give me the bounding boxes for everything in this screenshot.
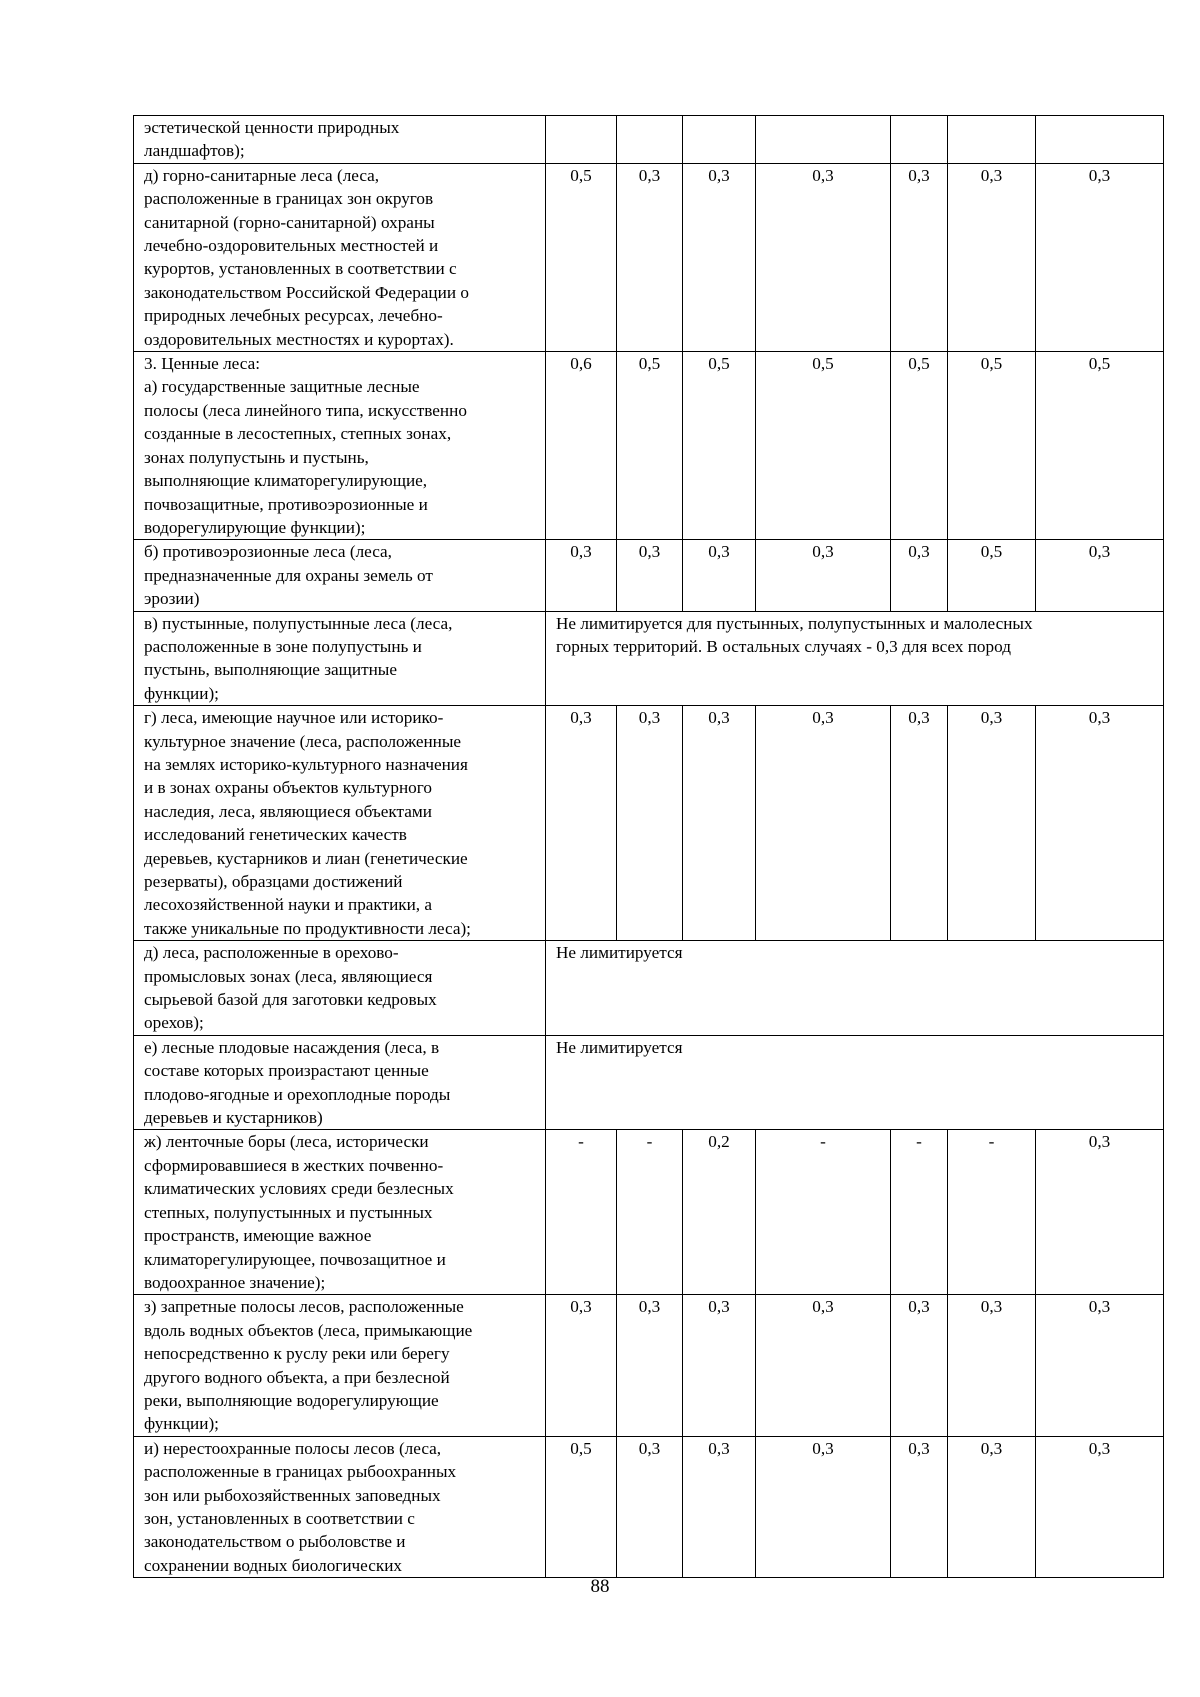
description-line: на землях историко-культурного назначения <box>144 754 468 774</box>
value-cell: 0,5 <box>546 163 617 351</box>
value-cell: - <box>948 1130 1036 1295</box>
description-line: расположенные в зоне полупустынь и <box>144 636 422 656</box>
description-line: 3. Ценные леса: <box>144 354 260 374</box>
merged-value-cell <box>546 611 1164 706</box>
value-cell <box>546 116 617 164</box>
row-description <box>134 941 546 1036</box>
description-line: непосредственно к руслу реки или берегу <box>144 1344 450 1364</box>
value-cell: 0,3 <box>891 540 948 611</box>
value-cell: 0,3 <box>1036 540 1164 611</box>
value-cell: - <box>546 1130 617 1295</box>
description-line: полосы (леса линейного типа, искусственно <box>144 400 467 420</box>
description-line: водорегулирующие функции); <box>144 517 366 537</box>
value-cell: 0,3 <box>948 1295 1036 1436</box>
value-cell: 0,3 <box>948 1436 1036 1577</box>
value-cell: 0,3 <box>756 1436 891 1577</box>
description-line: функции); <box>144 1414 219 1434</box>
value-cell: 0,5 <box>617 352 683 540</box>
value-cell: 0,3 <box>546 706 617 941</box>
description-line: лечебно-оздоровительных местностей и <box>144 236 439 256</box>
row-description <box>134 1295 546 1436</box>
merged-value-line: Не лимитируется для пустынных, полупустынных и малолесных <box>556 613 1033 633</box>
description-line: сырьевой базой для заготовки кедровых <box>144 990 437 1010</box>
value-cell: 0,3 <box>891 163 948 351</box>
description-line: в) пустынные, полупустынные леса (леса, <box>144 613 453 633</box>
value-cell: 0,5 <box>948 540 1036 611</box>
value-cell: 0,3 <box>683 1436 756 1577</box>
table-row <box>134 116 1164 164</box>
merged-value-line: Не лимитируется <box>556 1037 683 1057</box>
merged-value-line: Не лимитируется <box>556 943 683 963</box>
value-cell: 0,3 <box>1036 1130 1164 1295</box>
description-line: вдоль водных объектов (леса, примыкающие <box>144 1320 473 1340</box>
description-line: зон или рыбохозяйственных заповедных <box>144 1485 441 1505</box>
description-line: предназначенные для охраны земель от <box>144 565 433 585</box>
description-line: климатических условиях среди безлесных <box>144 1179 454 1199</box>
value-cell: - <box>756 1130 891 1295</box>
description-line: и) нерестоохранные полосы лесов (леса, <box>144 1438 442 1458</box>
value-cell: 0,3 <box>683 540 756 611</box>
description-line: реки, выполняющие водорегулирующие <box>144 1390 439 1410</box>
table-row <box>134 611 1164 706</box>
table-body <box>134 116 1164 1578</box>
row-description <box>134 352 546 540</box>
table-row <box>134 352 1164 540</box>
description-line: д) горно-санитарные леса (леса, <box>144 165 380 185</box>
description-line: деревьев, кустарников и лиан (генетические <box>144 848 468 868</box>
description-line: выполняющие климаторегулирующие, <box>144 471 428 491</box>
description-line: сформировавшиеся в жестких почвенно- <box>144 1155 444 1175</box>
description-line: д) леса, расположенные в орехово- <box>144 943 399 963</box>
description-line: зон, установленных в соответствии с <box>144 1508 415 1528</box>
value-cell: 0,3 <box>891 706 948 941</box>
table-row <box>134 1035 1164 1130</box>
description-line: курортов, установленных в соответствии с <box>144 259 457 279</box>
value-cell: 0,3 <box>683 1295 756 1436</box>
description-line: лесохозяйственной науки и практики, а <box>144 895 433 915</box>
value-cell: 0,3 <box>617 706 683 941</box>
merged-value-cell <box>546 941 1164 1036</box>
row-description <box>134 1130 546 1295</box>
value-cell: 0,3 <box>546 540 617 611</box>
description-line: эрозии) <box>144 589 200 609</box>
description-line: ж) ленточные боры (леса, исторически <box>144 1132 429 1152</box>
value-cell: 0,5 <box>683 352 756 540</box>
value-cell: 0,3 <box>617 163 683 351</box>
value-cell <box>948 116 1036 164</box>
description-line: а) государственные защитные лесные <box>144 377 420 397</box>
description-line: почвозащитные, противоэрозионные и <box>144 494 428 514</box>
value-cell: 0,6 <box>546 352 617 540</box>
table-row <box>134 1295 1164 1436</box>
table-row <box>134 1436 1164 1577</box>
description-line: г) леса, имеющие научное или историко- <box>144 708 444 728</box>
description-line: оздоровительных местностях и курортах). <box>144 329 454 349</box>
merged-value-line: горных территорий. В остальных случаях - 0,3 для всех пород <box>556 636 1011 656</box>
description-line: также уникальные по продуктивности леса); <box>144 918 471 938</box>
row-description <box>134 706 546 941</box>
description-line: созданные в лесостепных, степных зонах, <box>144 424 452 444</box>
value-cell: 0,3 <box>617 540 683 611</box>
description-line: природных лечебных ресурсах, лечебно- <box>144 306 443 326</box>
value-cell: 0,5 <box>756 352 891 540</box>
description-line: ландшафтов); <box>144 141 245 161</box>
table-row <box>134 1130 1164 1295</box>
value-cell: 0,3 <box>1036 706 1164 941</box>
description-line: б) противоэрозионные леса (леса, <box>144 542 392 562</box>
value-cell: 0,3 <box>546 1295 617 1436</box>
row-description <box>134 1035 546 1130</box>
description-line: расположенные в границах рыбоохранных <box>144 1462 457 1482</box>
description-line: климаторегулирующее, почвозащитное и <box>144 1249 446 1269</box>
value-cell: 0,3 <box>756 540 891 611</box>
value-cell: 0,3 <box>891 1436 948 1577</box>
value-cell: 0,3 <box>756 163 891 351</box>
description-line: санитарной (горно-санитарной) охраны <box>144 212 435 232</box>
description-line: деревьев и кустарников) <box>144 1108 323 1128</box>
value-cell: 0,3 <box>1036 1295 1164 1436</box>
row-description <box>134 540 546 611</box>
value-cell: 0,3 <box>683 706 756 941</box>
value-cell: 0,3 <box>1036 163 1164 351</box>
value-cell: 0,5 <box>891 352 948 540</box>
value-cell <box>1036 116 1164 164</box>
value-cell: 0,3 <box>1036 1436 1164 1577</box>
description-line: промысловых зонах (леса, являющиеся <box>144 966 433 986</box>
value-cell: 0,5 <box>1036 352 1164 540</box>
value-cell: - <box>891 1130 948 1295</box>
description-line: функции); <box>144 683 219 703</box>
value-cell: 0,3 <box>948 706 1036 941</box>
table-row <box>134 941 1164 1036</box>
forest-norms-table <box>133 115 1164 1578</box>
value-cell <box>617 116 683 164</box>
value-cell: - <box>617 1130 683 1295</box>
description-line: пространств, имеющие важное <box>144 1226 372 1246</box>
description-line: орехов); <box>144 1013 204 1033</box>
description-line: составе которых произрастают ценные <box>144 1061 429 1081</box>
value-cell: 0,3 <box>683 163 756 351</box>
value-cell: 0,3 <box>756 706 891 941</box>
page-number: 88 <box>590 1576 610 1597</box>
row-description <box>134 116 546 164</box>
merged-value-cell <box>546 1035 1164 1130</box>
table-row <box>134 163 1164 351</box>
description-line: культурное значение (леса, расположенные <box>144 731 462 751</box>
description-line: эстетической ценности природных <box>144 118 400 137</box>
description-line: резерваты), образцами достижений <box>144 872 403 891</box>
description-line: исследований генетических качеств <box>144 825 407 845</box>
description-line: наследия, леса, являющиеся объектами <box>144 801 432 821</box>
value-cell: 0,5 <box>546 1436 617 1577</box>
value-cell: 0,5 <box>948 352 1036 540</box>
value-cell: 0,3 <box>617 1436 683 1577</box>
table-row <box>134 540 1164 611</box>
value-cell: 0,3 <box>891 1295 948 1436</box>
value-cell <box>891 116 948 164</box>
value-cell <box>683 116 756 164</box>
description-line: водоохранное значение); <box>144 1272 326 1292</box>
value-cell: 0,2 <box>683 1130 756 1295</box>
value-cell: 0,3 <box>948 163 1036 351</box>
value-cell: 0,3 <box>617 1295 683 1436</box>
description-line: степных, полупустынных и пустынных <box>144 1202 433 1222</box>
value-cell <box>756 116 891 164</box>
description-line: зонах полупустынь и пустынь, <box>144 447 369 467</box>
description-line: з) запретные полосы лесов, расположенные <box>144 1297 464 1317</box>
row-description <box>134 1436 546 1577</box>
description-line: законодательством Российской Федерации о <box>144 282 469 302</box>
description-line: законодательством о рыболовстве и <box>144 1532 406 1552</box>
description-line: плодово-ягодные и орехоплодные породы <box>144 1084 451 1104</box>
value-cell: 0,3 <box>756 1295 891 1436</box>
description-line: и в зонах охраны объектов культурного <box>144 778 432 798</box>
row-description <box>134 163 546 351</box>
description-line: пустынь, выполняющие защитные <box>144 660 397 680</box>
description-line: сохранении водных биологических <box>144 1555 403 1575</box>
description-line: е) лесные плодовые насаждения (леса, в <box>144 1037 440 1057</box>
description-line: расположенные в границах зон округов <box>144 189 434 209</box>
row-description <box>134 611 546 706</box>
table-row <box>134 706 1164 941</box>
description-line: другого водного объекта, а при безлесной <box>144 1367 450 1387</box>
